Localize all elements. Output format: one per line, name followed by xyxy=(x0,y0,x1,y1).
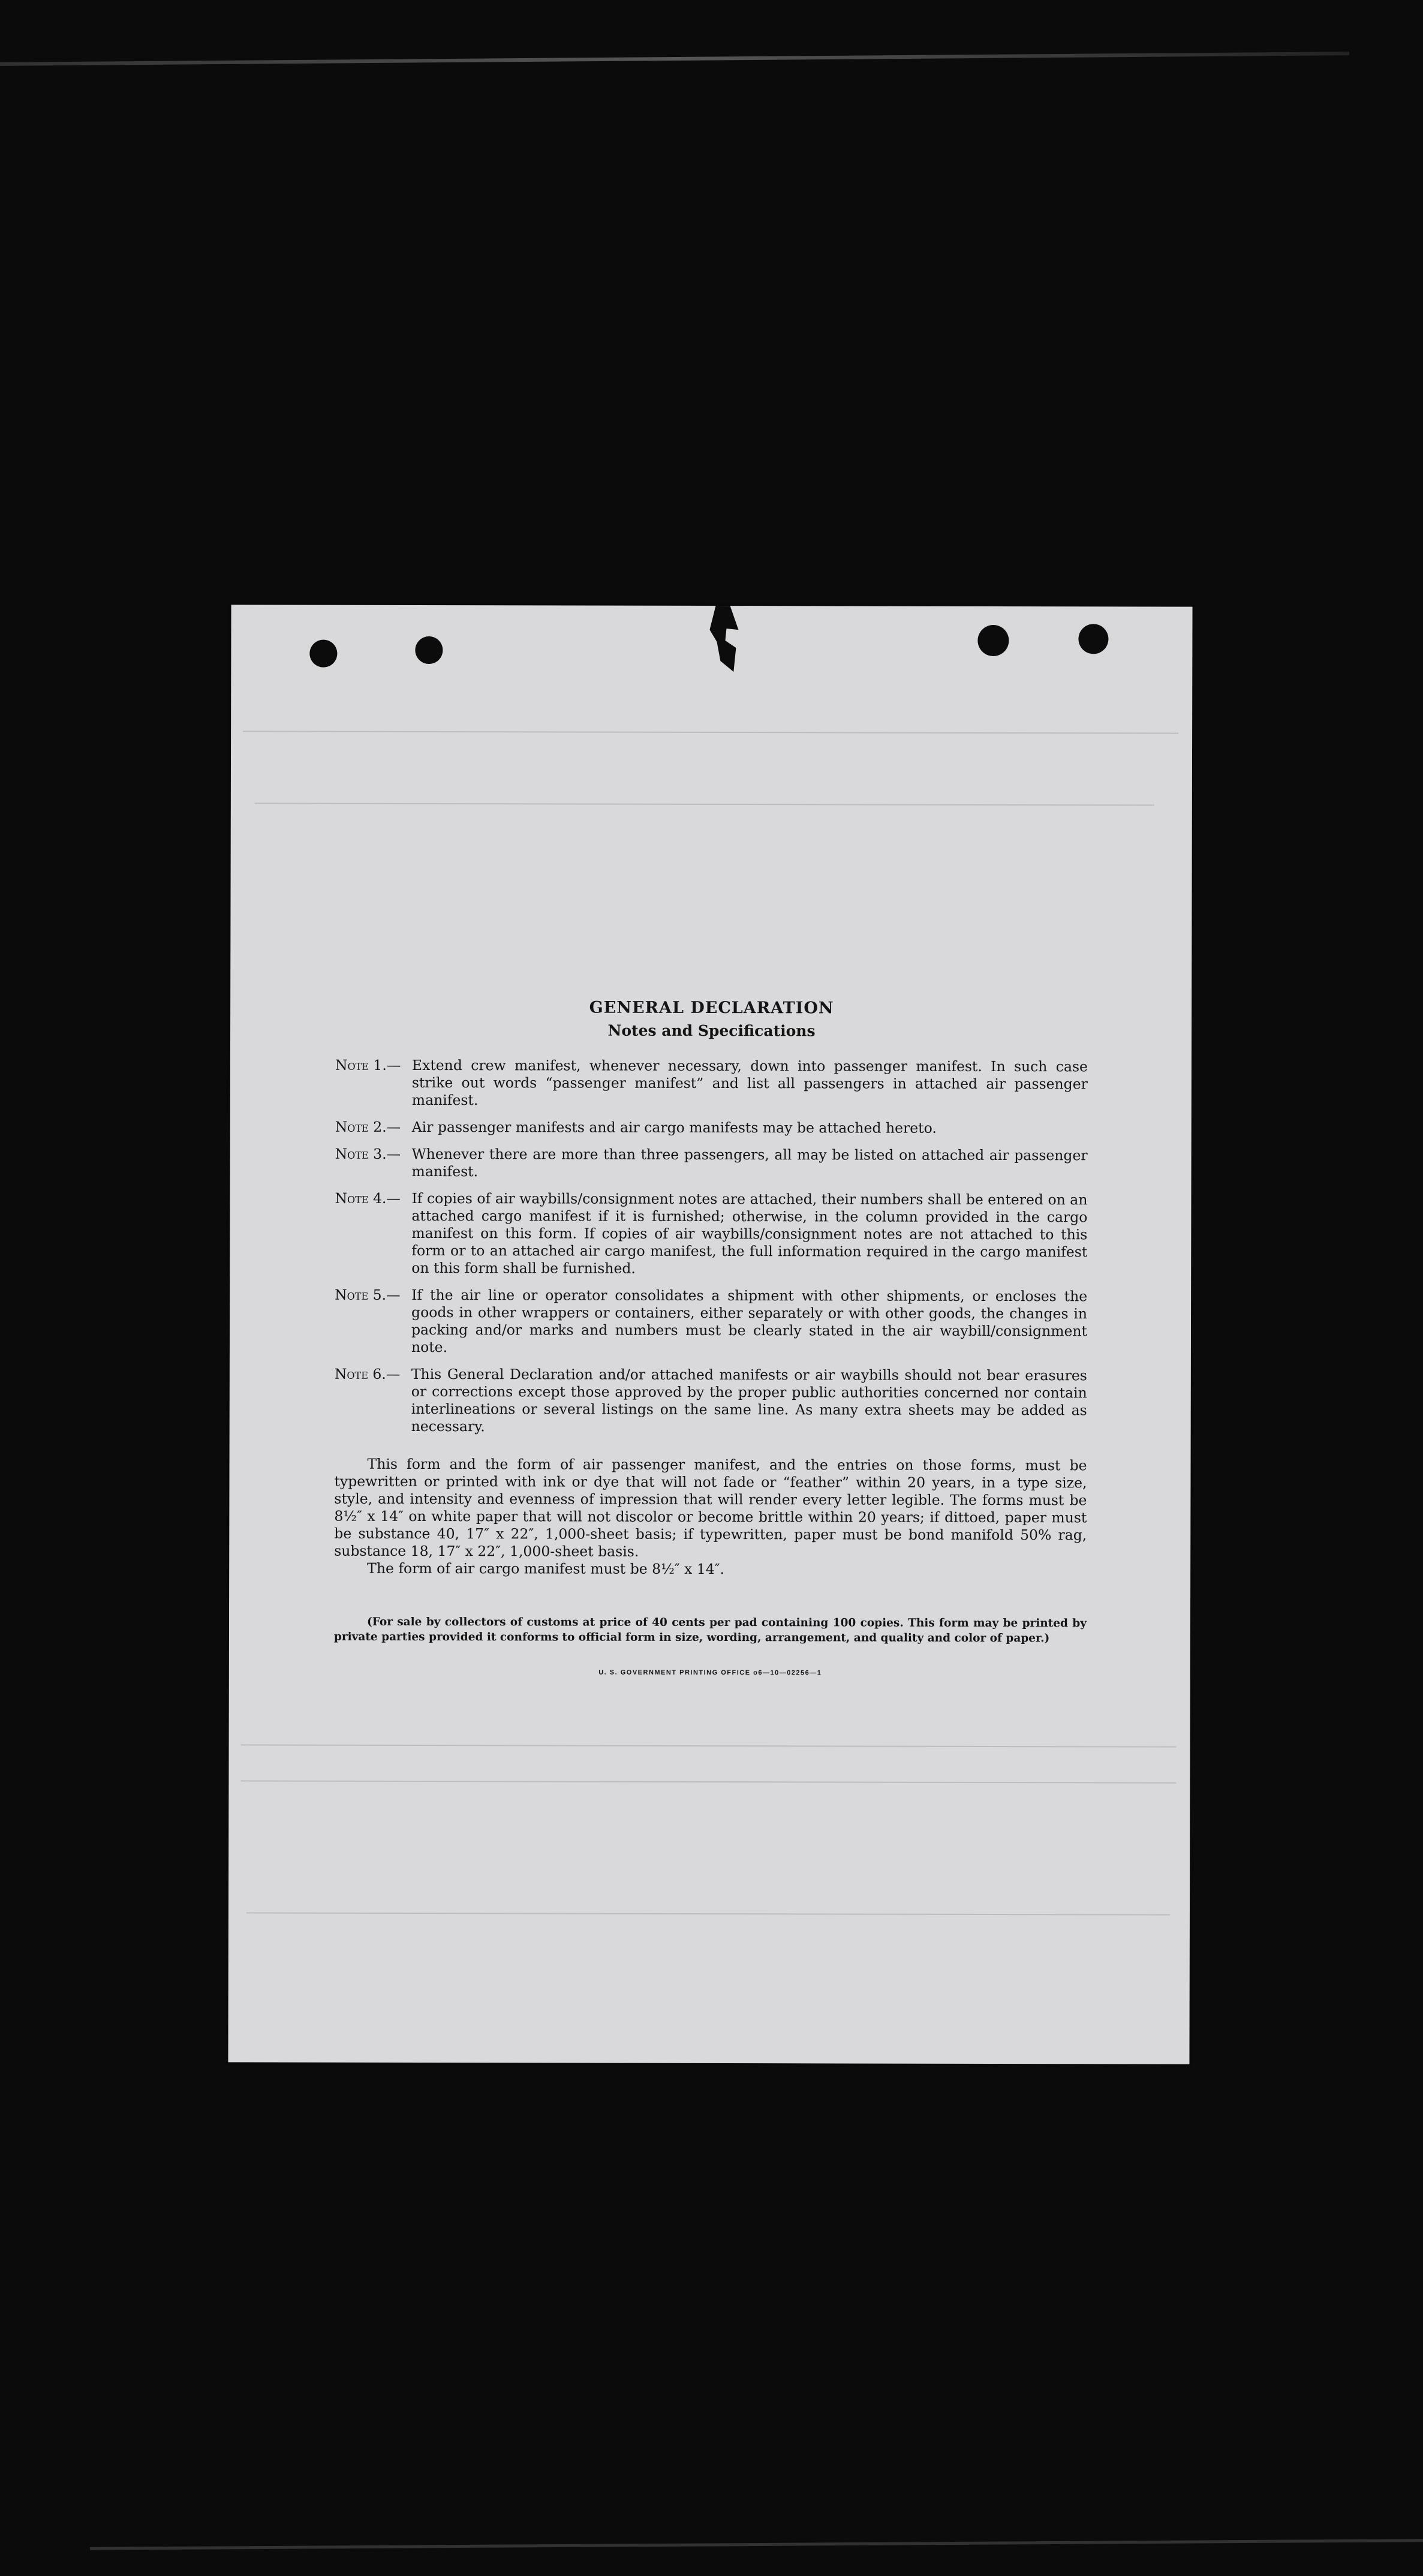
note-label: Note 5.— xyxy=(335,1286,401,1303)
note-label: Note 3.— xyxy=(335,1145,401,1162)
note-6 xyxy=(335,1366,1087,1437)
punch-hole xyxy=(1078,624,1108,654)
note-label: Note 6.— xyxy=(334,1365,401,1382)
bleed-through-line xyxy=(240,1780,1176,1783)
note-1 xyxy=(335,1057,1088,1111)
sale-notice: (For sale by collectors of customs at price of 40 cents per pad containing 100 copies. This form may be printed by private parties provided it conforms to official form in size, wording, arrangement, and quality and color of paper.) xyxy=(333,1615,1087,1645)
scan-edge-bottom xyxy=(90,2539,1423,2550)
punch-hole xyxy=(415,636,443,664)
notes-and-specifications xyxy=(334,998,1088,1678)
document-page xyxy=(228,605,1192,2064)
punch-hole xyxy=(977,625,1009,656)
torn-clip-mark xyxy=(699,606,747,672)
note-2 xyxy=(335,1119,1088,1138)
scan-edge-top xyxy=(0,52,1349,66)
punch-hole xyxy=(309,640,337,668)
bleed-through-line xyxy=(243,731,1178,734)
note-text: Air passenger manifests and air cargo manifests may be attached hereto. xyxy=(411,1118,937,1137)
note-label: Note 4.— xyxy=(335,1189,401,1207)
cargo-manifest-size-paragraph: The form of air cargo manifest must be 8½″ x 14″. xyxy=(367,1559,725,1578)
page-subtitle: Notes and Specifications xyxy=(607,1021,816,1040)
printer-imprint: U. S. GOVERNMENT PRINTING OFFICE o6—10—02256—1 xyxy=(598,1669,822,1677)
note-5 xyxy=(335,1287,1087,1358)
note-text: This General Declaration and/or attached manifests or air waybills should not bear erasures or corrections except those approved by the proper public authorities concerned nor contain interlineations or several listings on the same line. As many extra sheets may be added as necessary. xyxy=(411,1365,1087,1435)
bleed-through-line xyxy=(246,1912,1170,1915)
note-3 xyxy=(335,1146,1088,1182)
page-title: GENERAL DECLARATION xyxy=(589,998,834,1018)
form-specification-paragraph: This form and the form of air passenger manifest, and the entries on those forms, must be typewritten or printed with ink or dye that will not fade or “feather” within 20 years, in a type size, style, and intensity and evenness of impression that will render every letter legible. The forms must be 8½″ x 14″ on white paper that will not discolor or become brittle within 20 years; if dittoed, paper must be substance 40, 17″ x 22″, 1,000-sheet basis; if typewritten, paper must be bond manifold 50% rag, substance 18, 17″ x 22″, 1,000-sheet basis. xyxy=(334,1455,1087,1560)
note-label: Note 1.— xyxy=(335,1056,401,1074)
bleed-through-line xyxy=(241,1744,1177,1747)
bleed-through-line xyxy=(255,802,1154,805)
note-text: Whenever there are more than three passengers, all may be listed on attached air passenger manifest. xyxy=(411,1145,1088,1180)
note-label: Note 2.— xyxy=(335,1118,401,1135)
note-text: Extend crew manifest, whenever necessary, down into passenger manifest. In such case strike out words “passenger manifest” and list all passengers in attached air passenger manifest. xyxy=(411,1056,1088,1109)
note-text: If the air line or operator consolidates a shipment with other shipments, or encloses the goods in other wrappers or containers, either separately or with other goods, the changes in packing and/or marks and numbers must be clearly stated in the air waybill/consignment note. xyxy=(411,1286,1088,1356)
note-4 xyxy=(335,1190,1087,1279)
note-text: If copies of air waybills/consignment notes are attached, their numbers shall be entered on an attached cargo manifest if it is furnished; otherwise, in the column provided in the cargo manifest on this form. If copies of air waybills/consignment notes are not attached to this form or to an attached air cargo manifest, the full information required in the cargo manifest on this form shall be furnished. xyxy=(411,1189,1088,1277)
